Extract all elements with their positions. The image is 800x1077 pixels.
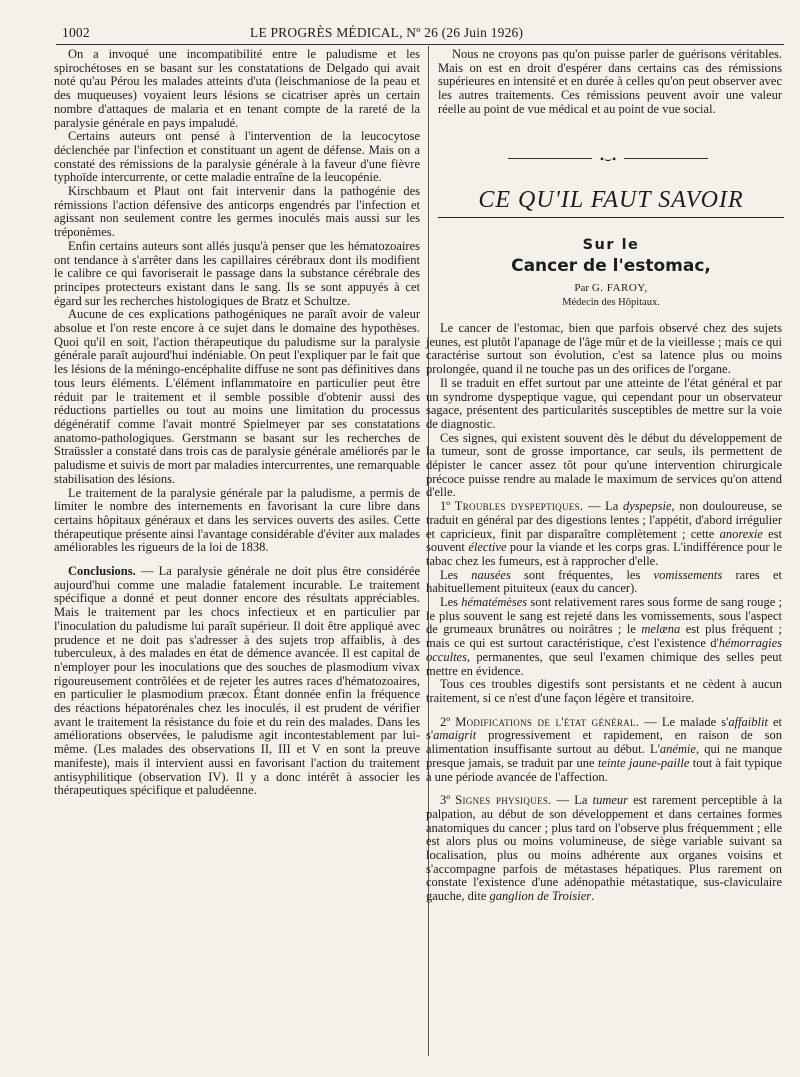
article-paragraph: Ces signes, qui existent souvent dès le début du développement de la tumeur, sont de grosse importance, car seuls, ils permettent de dépister le cancer assez tôt pour qu'une intervention chirurgicale précoce puisse rendre au malade le maximum de services qu'on attend d'elle. <box>426 430 782 500</box>
ornament-divider <box>508 152 708 166</box>
text-run: . <box>591 889 595 904</box>
italic-term: melæna <box>641 622 681 637</box>
section-number: 3º <box>440 793 456 808</box>
italic-term: nausées <box>471 567 511 582</box>
section-heading-underline <box>438 217 784 218</box>
byline-prefix: Par <box>574 282 592 294</box>
text-run: — Le malade s' <box>639 714 729 729</box>
section-dyspeptic <box>426 500 782 569</box>
body-paragraph: Aucune de ces explications pathogéniques ne paraît avoir de valeur absolue et l'on reste encore à ce sujet dans le domaine des hypothèses. Quoi qu'il en soit, l'action thérapeutique du paludisme sur la paralysie générale paraît aujourd'hui indéniable. On peut l'expliquer par le fait que les lésions de la méningo-encéphalite diffuse ne sont pas définitives dans tous leurs éléments. L'élément inflammatoire en particulier peut être réduit par le traitement et il semble possible d'obtenir aussi des réductions partielles ou tout au moins une limitation du processus dégénératif comme l'avait montré Spielmeyer par ses constatations anatomo-pathologiques. Gerstmann se basant sur les recherches de Straüssler a constaté dans trois cas de paralysie générale améliorés par le paludisme et suivis de mort par maladies intercurrentes, une remarquable stabilisation des lésions. <box>54 307 420 486</box>
ornament-line-left <box>508 158 592 159</box>
text-run: , non douloureuse, se traduit en général par des digestions lentes ; l'appétit, d'abord irrégulier et capricieux, finit par disparaître complètement ; cette <box>426 499 782 541</box>
body-paragraph: Enfin certains auteurs sont allés jusqu'à penser que les hématozoaires ont tendance à s'arrêter dans les capillaires cérébraux dont ils modifient le calibre ce qui favoriserait le passage dans la substance cérébrale des principes protecteurs existant dans le sang. Ils se sont appuyés à cet égard sur les recherches histologiques de Bratz et Schultze. <box>54 238 420 308</box>
text-run: est souvent <box>426 526 782 555</box>
ornament-line-right <box>624 158 708 159</box>
italic-term: hémorragies occultes <box>426 636 782 664</box>
conclusions-text: — La paralysie générale ne doit plus être considérée aujourd'hui comme une maladie fatalement incurable. Le traitement spécifique a donné et peut donner encore des résultats appréciables. Mais le traitement par les chocs infectieux et en particulier par l'inoculation du paludisme lui paraît supérieur. Il doit être appliqué avec prudence et ne doit pas s'adresser à des sujets trop affaiblis, à des tuberculeux, à des malades en état de démence avancée. Il est capital de n'employer pour les inoculations que des souches de plasmodium vivax rigoureusement contrôlées et de rejeter les autres races d'hématozoaires, en particulier le plasmodium præcox. Étant donnée enfin la fréquence des réactions hépatorénales chez les inoculés, il est prudent de vérifier avant le traitement la résistance du foie et du rein des malades. Dans les améliorations observées, le paludisme agit incontestablement par lui-même. (Les malades des observations II, III et V en sont la preuve manifeste), mais il intervient aussi en favorisant l'action du traitement antisyphilitique (observation IV). Il y a donc intérêt à associer les thérapeutiques spécifique et paludéenne. <box>54 564 420 798</box>
text-run: , qui ne manque presque jamais, se traduit par une <box>426 742 782 770</box>
body-paragraph: Kirschbaum et Plaut ont fait intervenir dans la pathogénie des rémissions l'action défensive des anticorps engendrés par l'infection et agissant non seulement contre les germes inoculés mais aussi sur les tréponèmes. <box>54 184 420 240</box>
section-heading-dyspeptic: Troubles dyspeptiques. <box>454 499 584 514</box>
section-number: 2º <box>440 714 456 729</box>
text-run: , permanentes, que seul l'examen chimique des selles peut mettre en évidence. <box>426 649 782 678</box>
text-run: et s' <box>426 714 782 743</box>
conclusions-paragraph <box>54 565 420 798</box>
running-header <box>62 24 780 42</box>
italic-term: hématémèses <box>461 595 528 610</box>
article-byline <box>438 282 784 294</box>
section-heading-text: CE QU'IL FAUT SAVOIR <box>478 187 744 213</box>
section-number: 1º <box>440 499 455 514</box>
text-run: Les <box>440 595 462 610</box>
section-heading <box>438 180 784 220</box>
article-overtitle: Sur le <box>582 237 640 253</box>
text-run: pour la viande et les corps gras. L'indifférence pour le tabac chez les fumeurs, est à rapprocher d'elle. <box>426 540 783 568</box>
body-paragraph: On a invoqué une incompatibilité entre le paludisme et les spirochétoses en se basant sur les constatations de Delgado qui avait noté qu'au Pérou les malades atteints d'uta (leischmaniose de la peau et des muqueuses) voyaient leurs lésions se cicatriser après un certain nombre d'attaques de malaria et en tenant compte de la rareté de la paralysie générale en pays impaludé. <box>54 47 420 130</box>
italic-term: anémie <box>659 742 696 757</box>
paragraph-hematemeses <box>426 596 782 678</box>
left-column <box>54 48 420 798</box>
article-body <box>426 322 782 904</box>
text-run: est rarement perceptible à la palpation, au début de son développement et dans certaines formes anatomiques du cancer ; plus tard on l'observe plus fréquemment ; elle est alors plus ou moins volumineuse, de siège variable suivant sa localisation, plus ou moins adhérente aux organes voisins et s'accompagne parfois de métastases hépatiques. Plus rarement on constate l'existence d'une adénopathie métastatique, sus-claviculaire gauche, dite <box>426 793 782 904</box>
header-rule <box>56 44 784 45</box>
section-heading-etat-general: Modifications de l'état général. <box>455 714 640 729</box>
italic-term: tumeur <box>592 793 629 808</box>
right-column-top <box>438 48 782 117</box>
italic-term: ganglion de Troisier <box>489 889 592 904</box>
article-title: Cancer de l'estomac, <box>511 256 711 276</box>
article-paragraph: Il se traduit en effet surtout par une atteinte de l'état général et par un syndrome dyspeptique vague, qui cependant pour un observateur sagace, présentent des particularités susceptibles de mettre sur la voie de diagnostic. <box>426 375 782 431</box>
italic-term: anorexie <box>719 526 763 541</box>
body-paragraph: Certains auteurs ont pensé à l'intervention de la leucocytose déclenchée par l'infection et constituant un agent de défense. Mais on a constaté des rémissions de la paralysie générale à la faveur d'une fièvre typhoïde intercurrente, or cette maladie entraîne de la leucopénie. <box>54 129 420 185</box>
author-affiliation: Médecin des Hôpitaux. <box>562 297 660 308</box>
conclusions-label: Conclusions. <box>68 564 136 579</box>
italic-term: teinte jaune-paille <box>597 755 690 770</box>
italic-term: dyspepsie <box>622 499 672 514</box>
text-run: — La <box>583 499 623 514</box>
italic-term: vomissements <box>653 567 723 582</box>
text-run: sont fréquentes, les <box>510 567 654 582</box>
body-paragraph: Le traitement de la paralysie générale par la paludisme, a permis de limiter le nombre des internements en favorisant la cure libre dans certains hôpitaux généraux et dans les services ouverts des asiles. Cette thérapeutique présente ainsi l'avantage considérable d'éviter aux malades améliorables les rigueurs de la loi de 1838. <box>54 485 420 555</box>
ornament-glyph: •⌣• <box>599 152 617 166</box>
italic-term: amaigrit <box>433 728 477 743</box>
page-number: 1002 <box>62 25 90 40</box>
text-run: progressivement et rapidement, en raison de son alimentation insuffisante surtout au début. L' <box>426 728 782 757</box>
paragraph-tous: Tous ces troubles digestifs sont persistants et ne cèdent à aucun traitement, si ce n'est d'une façon légère et transitoire. <box>426 677 782 705</box>
text-run: — La <box>551 793 593 808</box>
italic-term: affaiblit <box>728 714 768 729</box>
text-run: tout à fait typique à une période avancée de l'affection. <box>426 755 782 784</box>
paragraph-nausees <box>426 569 782 596</box>
italic-term: élective <box>468 540 507 555</box>
journal-title: LE PROGRÈS MÉDICAL, Nº 26 (26 Juin 1926) <box>250 25 524 40</box>
text-run: est plus fréquent ; mais ce qui est surtout caractéristique, c'est l'existence d' <box>426 622 782 651</box>
text-run: Les <box>440 567 472 582</box>
section-etat-general <box>426 716 782 785</box>
text-run: rares et habituellement pituiteux (eaux du cancer). <box>426 567 782 596</box>
section-heading-signes-physiques: Signes physiques. <box>455 793 552 808</box>
author-name: G. FAROY, <box>591 282 648 294</box>
article-paragraph: Le cancer de l'estomac, bien que parfois observé chez des sujets jeunes, est plutôt l'apanage de l'âge mûr et de la vieillesse ; mais ce qui caractérise surtout son évolution, c'est sa latence plus ou moins prolongée, quand il ne touche pas un des orifices de l'organe. <box>426 321 782 377</box>
text-run: sont relativement rares sous forme de sang rouge ; le plus souvent le sang est rejeté dans les vomissements, sous l'aspect de grumeaux brunâtres ou noirâtres ; le <box>426 595 782 637</box>
closing-paragraph: Nous ne croyons pas qu'on puisse parler de guérisons véritables. Mais on est en droit d'espérer dans certains cas des rémissions supérieures en intensité et en durée à celles qu'on peut observer avec les autres traitements. Ces rémissions peuvent avoir une valeur réelle au point de vue médical et au point de vue social. <box>438 47 782 116</box>
section-signes-physiques <box>426 794 782 904</box>
